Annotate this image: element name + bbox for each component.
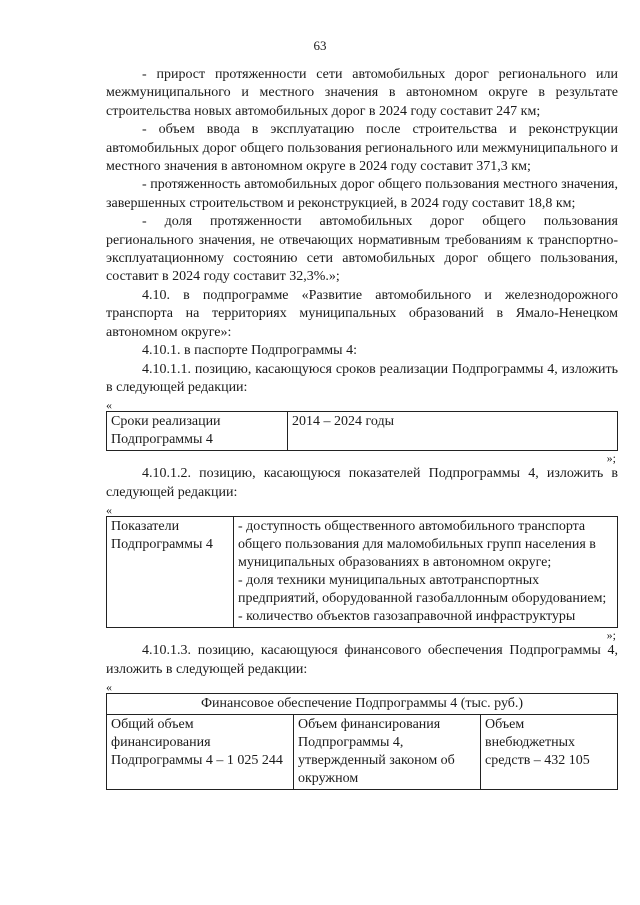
total-financing-cell: Общий объем финансирования Подпрограммы 4 – 1 025 244 — [107, 714, 294, 789]
financing-caption-cell: Финансовое обеспечение Подпрограммы 4 (тыс. руб.) — [107, 693, 618, 714]
document-body — [106, 66, 618, 790]
approved-financing-cell: Объем финансирования Подпрограммы 4, утвержденный законом об окружном — [294, 714, 481, 789]
page-number: 63 — [313, 38, 327, 53]
terms-value-cell: 2014 – 2024 годы — [288, 412, 618, 451]
indicators-label-cell: Показатели Подпрограммы 4 — [107, 517, 234, 628]
paragraph-4-10-1: 4.10.1. в паспорте Подпрограммы 4: — [142, 343, 357, 359]
table-row — [107, 693, 618, 714]
extrabudgetary-cell: Объем внебюджетных средств – 432 105 — [481, 714, 618, 789]
indicator-item: - доступность общественного автомобильного транспорта общего пользования для маломобильных групп населения в муниципальных образованиях в автономном округе; — [238, 519, 596, 571]
indicators-table — [106, 516, 618, 628]
bullet-item: - объем ввода в эксплуатацию после строительства и реконструкции автомобильных дорог общего пользования регионального или межмуниципального и местного значения в автономном округе в 2024 году составит 371,3 км; — [106, 122, 618, 175]
terms-table — [106, 411, 618, 451]
paragraph-4-10-1-3: 4.10.1.3. позицию, касающуюся финансового обеспечения Подпрограммы 4, изложить в следующей редакции: — [106, 643, 618, 677]
paragraph-4-10-1-2: 4.10.1.2. позицию, касающуюся показателей Подпрограммы 4, изложить в следующей редакции: — [106, 466, 618, 500]
opening-quote: « — [106, 679, 112, 694]
table-row — [107, 412, 618, 451]
bullet-item: - доля протяженности автомобильных дорог общего пользования регионального значения, не отвечающих нормативным требованиям к транспортно-эксплуатационному состоянию сети автомобильных дорог общего пользования, составит в 2024 году составит 32,3%.»; — [106, 214, 618, 285]
paragraph-4-10: 4.10. в подпрограмме «Развитие автомобильного и железнодорожного транспорта на территориях муниципальных образований в Ямало-Ненецком автономном округе»: — [106, 287, 618, 340]
table-row — [107, 517, 618, 628]
indicator-item: - количество объектов газозаправочной инфраструктуры — [238, 609, 576, 625]
paragraph-4-10-1-1: 4.10.1.1. позицию, касающуюся сроков реализации Подпрограммы 4, изложить в следующей редакции: — [106, 361, 618, 395]
table-row — [107, 714, 618, 789]
indicator-item: - доля техники муниципальных автотранспортных предприятий, оборудованной газобаллонным оборудованием; — [238, 573, 607, 607]
financing-table — [106, 693, 618, 790]
bullet-item: - прирост протяженности сети автомобильных дорог регионального или межмуниципального и местного значения в автономном округе в результате строительства новых автомобильных дорог в 2024 году составит 247 км; — [106, 67, 618, 119]
bullet-item: - протяженность автомобильных дорог общего пользования местного значения, завершенных строительством и реконструкцией, в 2024 году составит 18,8 км; — [106, 177, 618, 211]
opening-quote: « — [106, 398, 112, 413]
closing-quote: »; — [606, 451, 616, 466]
indicators-list-cell — [234, 517, 618, 628]
closing-quote: »; — [606, 628, 616, 643]
opening-quote: « — [106, 503, 112, 518]
terms-label-cell: Сроки реализации Подпрограммы 4 — [107, 412, 288, 451]
